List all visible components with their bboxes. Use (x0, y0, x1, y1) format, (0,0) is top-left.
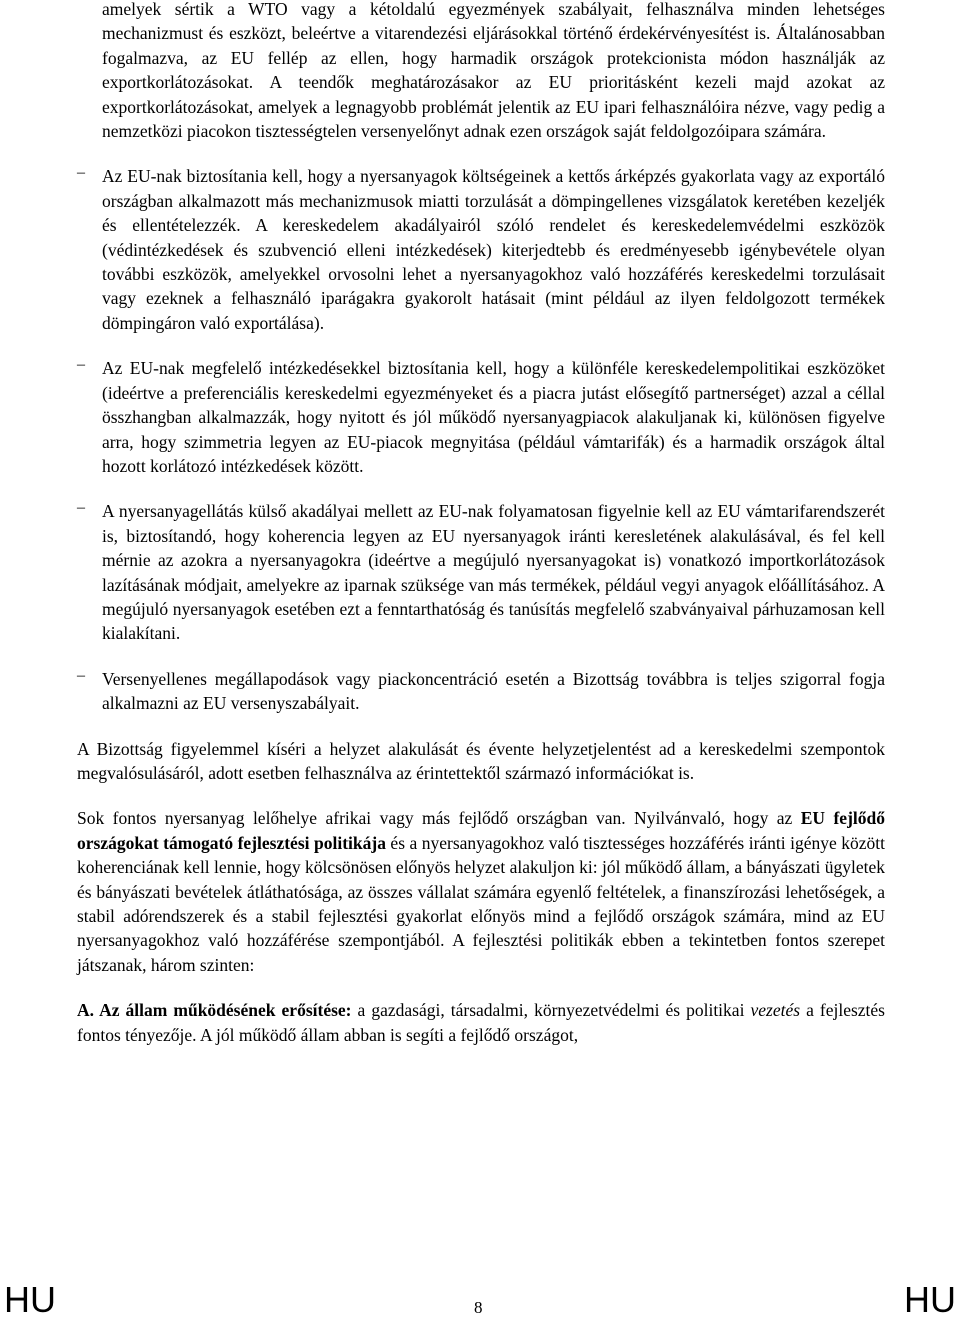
text-run: és a nyersanyagokhoz való tisztességes hozzáférés iránti igénye között koherenciának kell lennie, hogy kölcsönösen előnyös helyzet alakuljon ki: jól működő állam, a bányászati ügyletek és bányászati bevételek átláthatósága, az összes vállalat számára egyenlő feltételek, a finanszírozási lehetőségek, a stabil adórendszerek és a stabil fejlesztési gyakorlat előnyös mind a fejlődő országok számára, mind az EU nyersanyagokhoz való hozzáférése szempontjából. A fejlesztési politikák ebben a tekintetben fontos szerepet játszanak, három szinten: (77, 832, 886, 975)
paragraph-governance (77, 998, 885, 1047)
dash-bullet: – (77, 356, 85, 374)
paragraph-development-policy (77, 806, 885, 977)
italic-text-run: vezetés (750, 1000, 801, 1021)
footer-language-code-right: HU (904, 1279, 956, 1320)
text-run: a fejlesztés fontos tényezője. A jól működő állam abban is segíti a fejlődő országot, (77, 1000, 885, 1045)
list-item-text-tariff: A nyersanyagellátás külső akadályai mellett az EU-nak folyamatosan figyelnie kell az EU vámtarifarendszerét is, biztosítandó, hogy koherencia legyen az EU nyersanyagok iránti keresletének alakulásával, és fel kell mérnie az azokra a nyersanyagokra (ideértve a megújuló nyersanyagokat is) vonatkozó importkorlátozások lazításának módjait, amelyekre az iparnak szüksége van más termékek, például vegyi anyagok előállításához. A megújuló nyersanyagok esetében ezt a fenntarthatóság és tanúsítás megfelelő szabványaival párhuzamosan kell kialakítani. (102, 501, 885, 644)
bold-text-run: EU fejlődő országokat támogató fejlesztési politikája (77, 808, 885, 853)
page-number: 8 (474, 1298, 483, 1317)
list-item-text-antidumping: Az EU-nak biztosítania kell, hogy a nyersanyagok költségeinek a kettős árképzés gyakorlata vagy az exportáló országban alkalmazott más mechanizmusok miatti torzulását a dömpingellenes vizsgálatok keretében kezeljék és ellentételezzék. A kereskedelem akadályairól szóló rendelet és kereskedelemvédelmi eszközök (védintézkedések és szubvenció elleni intézkedések) kiterjedtebb és eredményesebb igénybevétele olyan további eszközök, amelyekkel orvosolni lehet a nyersanyagokhoz való hozzáférés kereskedelmi torzulásait vagy ezeknek a felhasználó iparágakra gyakorolt hatásait (mint például az ilyen feldolgozott termékek dömpingáron való exportálása). (102, 166, 885, 333)
list-item (77, 164, 885, 335)
dash-bullet: – (77, 499, 85, 517)
list-item-text-competition: Versenyellenes megállapodások vagy piackoncentráció esetén a Bizottság továbbra is teljes szigorral fogja alkalmazni az EU versenyszabályait. (102, 668, 885, 714)
text-run: Sok fontos nyersanyag lelőhelye afrikai vagy más fejlődő országban van. Nyilvánvaló, hogy az (77, 808, 801, 829)
section-heading-governance: A. Az állam működésének erősítése: (77, 1000, 352, 1021)
list-item (77, 667, 885, 716)
paragraph-export-restrictions: amelyek sértik a WTO vagy a kétoldalú egyezmények szabályait, felhasználva minden lehetséges mechanizmust és eszközt, beleértve a vitarendezési eljárásokkal történő érdekérvényesítést is. Általánosabban fogalmazva, az EU fellép az ellen, hogy harmadik országok protekcionista módon használják az exportkorlátozásokat. A teendők meghatározásakor az EU prioritásként kezeli majd azokat az exportkorlátozásokat, amelyek a legnagyobb problémát jelentik az EU ipari felhasználóira nézve, vagy pedig a nemzetközi piacokon tisztességtelen versenyelőnyt adnak ezen országok saját feldolgozóipara számára. (102, 0, 885, 142)
list-item (77, 356, 885, 478)
dash-bullet: – (77, 164, 85, 182)
list-item-text-trade-policy: Az EU-nak megfelelő intézkedésekkel biztosítania kell, hogy a különféle kereskedelempolitikai eszközöket (ideértve a preferenciális kereskedelmi egyezményeket és a piacra jutást elősegítő partnerséget) azzal a céllal összhangban alkalmazzák, hogy nyitott és jól működő nyersanyagpiacok alakuljanak ki, különösen figyelve arra, hogy szimmetria legyen az EU-piacok megnyitása (például vámtarifák) és a harmadik országok által hozott korlátozó intézkedések között. (102, 358, 885, 476)
footer-language-code-left: HU (4, 1279, 56, 1320)
list-item (77, 499, 885, 645)
paragraph-monitoring: A Bizottság figyelemmel kíséri a helyzet alakulását és évente helyzetjelentést ad a kereskedelmi szempontok megvalósulásáról, adott esetben felhasználva az érintettektől származó információkat is. (77, 738, 885, 783)
text-run: a gazdasági, társadalmi, környezetvédelmi és politikai (351, 1000, 751, 1021)
dash-bullet: – (77, 666, 85, 684)
document-body (77, 0, 885, 1047)
